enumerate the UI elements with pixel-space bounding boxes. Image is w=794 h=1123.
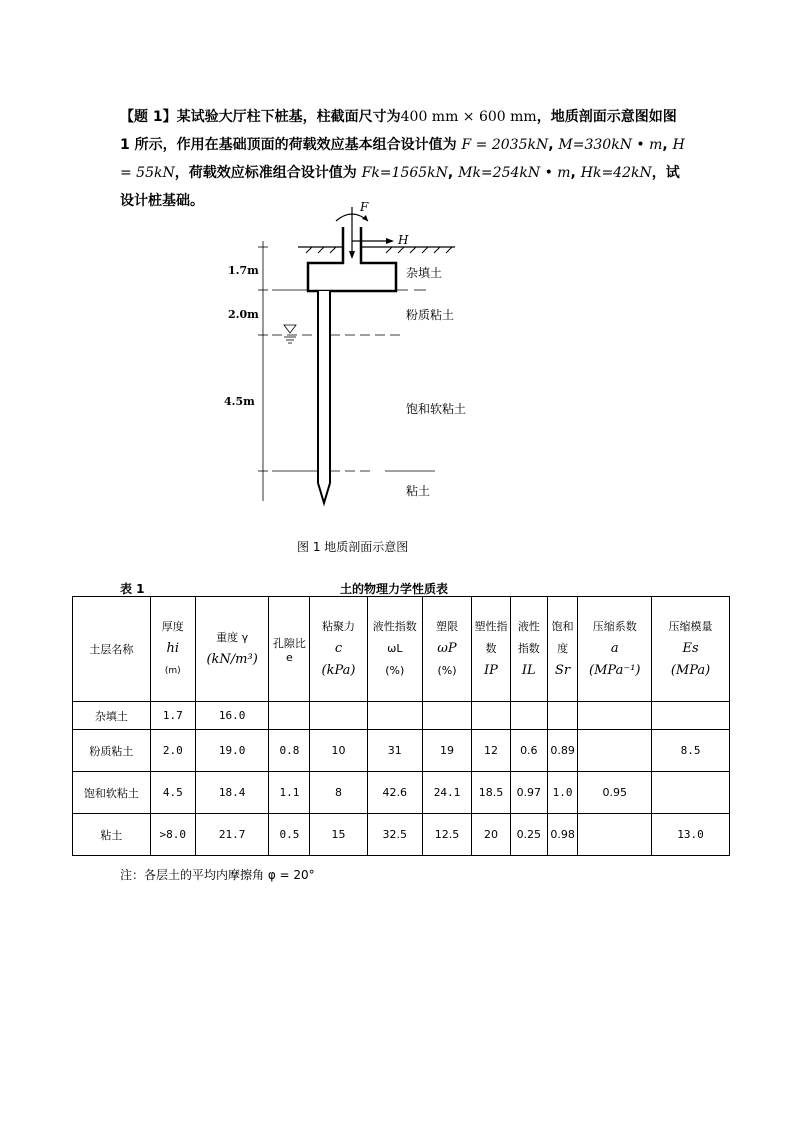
cell-plasticity-index: 20: [472, 814, 511, 856]
cell-compression-modulus: 8.5: [652, 730, 730, 772]
cell-compression-coef: [578, 702, 652, 730]
table-row: [73, 814, 730, 856]
cell-compression-coef: [578, 730, 652, 772]
load-Hk: Hk=42kN: [580, 165, 652, 181]
cell-saturation: [547, 702, 578, 730]
cell-layer-name: 粘土: [73, 814, 151, 856]
cell-unit-weight: 19.0: [195, 730, 269, 772]
layer-label-clay: 粘土: [406, 484, 431, 498]
cell-compression-modulus: 13.0: [652, 814, 730, 856]
cell-void-ratio: 0.8: [269, 730, 310, 772]
table-row: [73, 730, 730, 772]
cell-liquid-limit: 32.5: [367, 814, 422, 856]
header-liquid-limit: 液性指数 ωL (%): [367, 597, 422, 702]
table-title: 土的物理力学性质表: [340, 582, 449, 596]
depth-label-1: 1.7m: [228, 264, 259, 277]
table-row: [73, 772, 730, 814]
load-Fk: Fk=1565kN: [361, 165, 448, 181]
cell-void-ratio: 0.5: [269, 814, 310, 856]
load-H: H = 55kN: [120, 137, 685, 181]
layer-label-silty-clay: 粉质粘土: [406, 308, 455, 322]
cell-compression-modulus: [652, 702, 730, 730]
header-plastic-limit: 塑限 ωP (%): [422, 597, 471, 702]
cell-plastic-limit: [422, 702, 471, 730]
depth-label-3: 4.5m: [224, 395, 255, 408]
load-F: F = 2035kN: [461, 137, 549, 153]
load-Mk: Mk=254kN • m: [458, 165, 571, 181]
geological-profile-diagram: [200, 195, 520, 515]
water-table-icon: [284, 325, 296, 343]
cell-thickness: 1.7: [150, 702, 195, 730]
cell-thickness: 2.0: [150, 730, 195, 772]
cell-liquidity-index: [510, 702, 547, 730]
cell-saturation: 1.0: [547, 772, 578, 814]
cell-liquidity-index: 0.97: [510, 772, 547, 814]
cell-layer-name: 粉质粘土: [73, 730, 151, 772]
table-note: 注：各层土的平均内摩擦角 φ = 20°: [120, 868, 315, 882]
cell-cohesion: 15: [310, 814, 367, 856]
column-size: 400 mm × 600 mm: [400, 109, 537, 125]
cell-thickness: >8.0: [150, 814, 195, 856]
pile: [318, 291, 330, 503]
header-cohesion: 粘聚力 c (kPa): [310, 597, 367, 702]
cell-liquid-limit: [367, 702, 422, 730]
force-H-arrowhead: [386, 238, 394, 244]
header-compression-modulus: 压缩模量 Es (MPa): [652, 597, 730, 702]
depth-label-2: 2.0m: [228, 308, 259, 321]
header-plasticity-index: 塑性指数 IP: [472, 597, 511, 702]
cell-compression-coef: 0.95: [578, 772, 652, 814]
layer-label-fill: 杂填土: [406, 266, 443, 280]
cell-void-ratio: [269, 702, 310, 730]
force-F-label: F: [360, 200, 369, 214]
header-layer-name: 土层名称: [73, 597, 151, 702]
problem-statement: 【题 1】某试验大厅柱下桩基，柱截面尺寸为400 mm × 600 mm，地质剖面示意图如图 1 所示，作用在基础顶面的荷载效应基本组合设计值为 F = 2035kN, M=330kN • m, H = 55kN，荷载效应标准组合设计值为 Fk=1565kN, Mk=254kN • m, Hk=42kN，试设计桩基础。: [120, 109, 685, 209]
header-unit-weight: 重度 γ (kN/m³): [195, 597, 269, 702]
cell-layer-name: 饱和软粘土: [73, 772, 151, 814]
soil-properties-table: [72, 596, 730, 856]
cell-unit-weight: 18.4: [195, 772, 269, 814]
figure-caption: 图 1 地质剖面示意图: [297, 540, 409, 554]
cell-layer-name: 杂填土: [73, 702, 151, 730]
cell-plastic-limit: 12.5: [422, 814, 471, 856]
header-thickness: 厚度 hi (m): [150, 597, 195, 702]
cell-liquid-limit: 42.6: [367, 772, 422, 814]
cell-saturation: 0.98: [547, 814, 578, 856]
cell-plasticity-index: 18.5: [472, 772, 511, 814]
cell-cohesion: [310, 702, 367, 730]
problem-label: 【题 1】: [120, 109, 177, 125]
header-saturation: 饱和度 Sr: [547, 597, 578, 702]
cell-cohesion: 10: [310, 730, 367, 772]
layer-label-soft-clay: 饱和软粘土: [406, 402, 467, 416]
cell-void-ratio: 1.1: [269, 772, 310, 814]
cell-unit-weight: 16.0: [195, 702, 269, 730]
cell-cohesion: 8: [310, 772, 367, 814]
cell-liquidity-index: 0.6: [510, 730, 547, 772]
force-H-label: H: [398, 233, 409, 247]
load-M: M=330kN • m: [558, 137, 663, 153]
cell-unit-weight: 21.7: [195, 814, 269, 856]
cell-compression-coef: [578, 814, 652, 856]
moment-arrowhead: [362, 215, 368, 221]
cell-plastic-limit: 19: [422, 730, 471, 772]
cell-compression-modulus: [652, 772, 730, 814]
cell-liquid-limit: 31: [367, 730, 422, 772]
cell-plasticity-index: 12: [472, 730, 511, 772]
ground-hatch: [306, 247, 452, 253]
cell-plasticity-index: [472, 702, 511, 730]
table-row: [73, 702, 730, 730]
header-compression-coef: 压缩系数 a (MPa⁻¹): [578, 597, 652, 702]
table-label: 表 1: [120, 582, 145, 596]
cell-liquidity-index: 0.25: [510, 814, 547, 856]
cell-thickness: 4.5: [150, 772, 195, 814]
header-void-ratio: 孔隙比 e: [269, 597, 310, 702]
header-liquidity-index: 液性指数 IL: [510, 597, 547, 702]
table-header-row: [73, 597, 730, 702]
cell-plastic-limit: 24.1: [422, 772, 471, 814]
cell-saturation: 0.89: [547, 730, 578, 772]
